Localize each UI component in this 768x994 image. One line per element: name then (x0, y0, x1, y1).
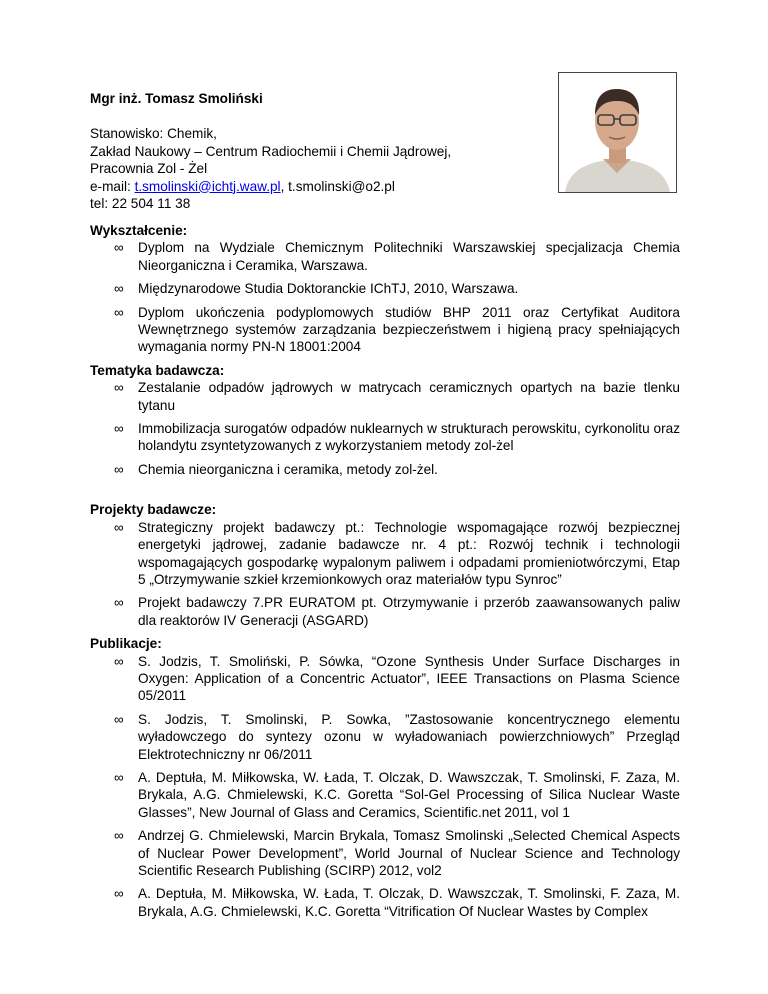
phone-line: tel: 22 504 11 38 (90, 196, 191, 212)
list-item-text: S. Jodzis, T. Smoliński, P. Sówka, “Ozone Synthesis Under Surface Discharges in Oxygen: Application of a Concentric Actuator”, IEEE Transactions on Plasma Science 05/2011 (138, 653, 680, 704)
list-item (90, 420, 680, 455)
portrait-image (559, 73, 676, 192)
position-line: Stanowisko: Chemik, (90, 126, 217, 142)
infinity-bullet-icon: ∞ (114, 769, 124, 785)
list-item (90, 885, 680, 920)
list-item-text: A. Deptuła, M. Miłkowska, W. Łada, T. Olczak, D. Wawszczak, T. Smolinski, F. Zaza, M. Brykala, A.G. Chmielewski, K.C. Goretta “Vitrification Of Nuclear Wastes by Complex (138, 886, 680, 919)
infinity-bullet-icon: ∞ (114, 461, 124, 477)
email-link[interactable]: t.smolinski@ichtj.waw.pl (134, 178, 281, 194)
list-item (90, 594, 680, 629)
header-block (90, 90, 560, 212)
list-item-text: S. Jodzis, T. Smolinski, P. Sowka, ”Zastosowanie koncentrycznego elementu wyładowczego do syntezy ozonu w wyładowaniach powierzchniowych” Przegląd Elektrotechniczny nr 06/2011 (138, 711, 680, 762)
content-body (90, 222, 680, 926)
infinity-bullet-icon: ∞ (114, 519, 124, 535)
person-name: Mgr inż. Tomasz Smoliński (90, 91, 263, 106)
research-topics-list (90, 379, 680, 478)
list-item-text: Strategiczny projekt badawczy pt.: Technologie wspomagające rozwój bezpiecznej energetyki jądrowej, zadanie badawcze nr. 4 pt.: Rozwój technik i technologii wspomagających gospodarkę wypalonym paliwem i odpadami promieniotwórczymi, Etap 5 „Otrzymywanie szkieł krzemionkowych oraz materiałów typu Synroc” (138, 519, 680, 587)
lab-line: Pracownia Zol - Żel (90, 161, 208, 177)
email-label: e-mail: (90, 178, 135, 194)
list-item-text: Zestalanie odpadów jądrowych w matrycach ceramicznych opartych na bazie tlenku tytanu (138, 380, 680, 413)
unit-line: Zakład Naukowy – Centrum Radiochemii i Chemii Jądrowej, (90, 143, 452, 159)
list-item (90, 239, 680, 274)
list-item-text: Andrzej G. Chmielewski, Marcin Brykala, Tomasz Smolinski „Selected Chemical Aspects of Nuclear Power Development”, World Journal of Nuclear Science and Technology Scientific Research Publishing (SCIRP) 2012, vol2 (138, 828, 680, 878)
infinity-bullet-icon: ∞ (114, 421, 124, 437)
portrait-photo (558, 72, 677, 193)
list-item (90, 711, 680, 763)
publications-list (90, 653, 680, 921)
infinity-bullet-icon: ∞ (114, 281, 124, 297)
section-title-research-topics: Tematyka badawcza: (90, 362, 225, 378)
list-item (90, 653, 680, 705)
infinity-bullet-icon: ∞ (114, 711, 124, 727)
list-item-text: Dyplom ukończenia podyplomowych studiów BHP 2011 oraz Certyfikat Auditora Wewnętrznego systemów zarządzania bezpieczeństwem i higieną pracy spełniających wymagania normy PN-N 18001:2004 (138, 304, 680, 355)
list-item (90, 379, 680, 414)
list-item-text: Dyplom na Wydziale Chemicznym Politechniki Warszawskiej specjalizacja Chemia Nieorganiczna i Ceramika, Warszawa. (138, 240, 680, 273)
infinity-bullet-icon: ∞ (114, 304, 124, 320)
infinity-bullet-icon: ∞ (114, 380, 124, 396)
list-item (90, 519, 680, 589)
projects-list (90, 519, 680, 629)
infinity-bullet-icon: ∞ (114, 240, 124, 256)
email-separator: , (280, 178, 289, 194)
section-title-publications: Publikacje: (90, 636, 162, 652)
list-item (90, 280, 680, 297)
education-list (90, 239, 680, 355)
section-spacer (90, 484, 680, 501)
email-secondary: t.smolinski@o2.pl (288, 178, 395, 194)
section-title-education: Wykształcenie: (90, 223, 188, 238)
list-item (90, 461, 680, 478)
section-title-projects: Projekty badawcze: (90, 502, 217, 518)
list-item-text: A. Deptuła, M. Miłkowska, W. Łada, T. Olczak, D. Wawszczak, T. Smolinski, F. Zaza, M. Brykala, A.G. Chmielewski, K.C. Goretta “Sol-Gel Processing of Silica Nuclear Waste Glasses”, New Journal of Glass and Ceramics, Scientific.net 2011, vol 1 (138, 769, 680, 820)
infinity-bullet-icon: ∞ (114, 653, 124, 669)
infinity-bullet-icon: ∞ (114, 886, 124, 902)
list-item (90, 304, 680, 356)
list-item-text: Projekt badawczy 7.PR EURATOM pt. Otrzymywanie i przerób zaawansowanych paliw dla reaktorów IV Generacji (ASGARD) (138, 595, 680, 628)
list-item-text: Międzynarodowe Studia Doktoranckie IChTJ, 2010, Warszawa. (138, 281, 519, 297)
infinity-bullet-icon: ∞ (114, 595, 124, 611)
list-item-text: Chemia nieorganiczna i ceramika, metody zol-żel. (138, 461, 438, 477)
infinity-bullet-icon: ∞ (114, 828, 124, 844)
list-item (90, 827, 680, 879)
email-line (90, 178, 560, 195)
list-item-text: Immobilizacja surogatów odpadów nuklearnych w strukturach perowskitu, cyrkonolitu oraz holandytu zsyntetyzowanych z wykorzystaniem metody zol-żel (138, 421, 680, 454)
list-item (90, 769, 680, 821)
